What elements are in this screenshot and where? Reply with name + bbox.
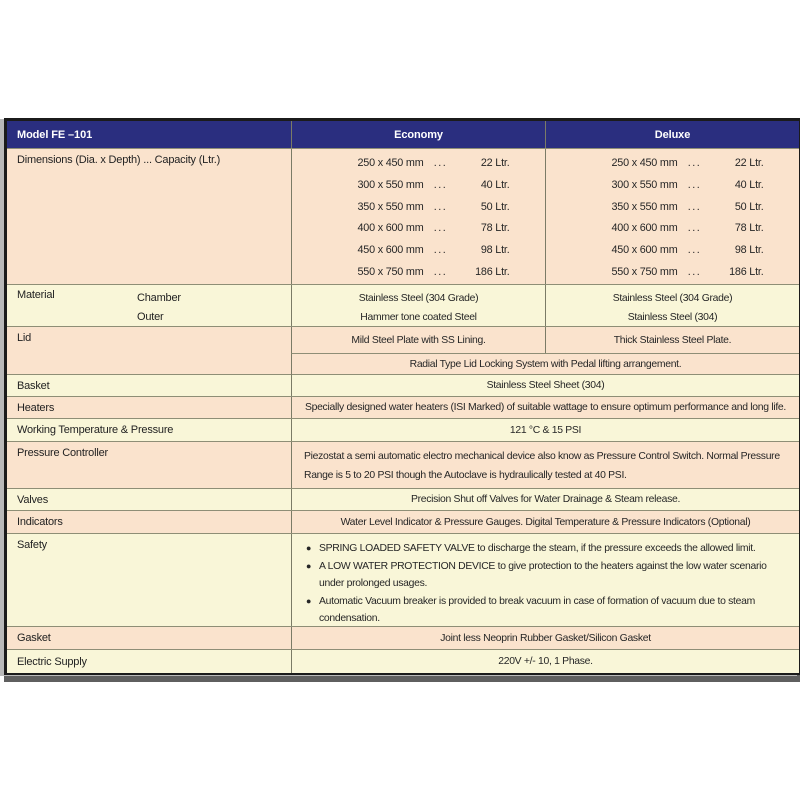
dim-dots: ... [433, 222, 448, 235]
indicators-value: Water Level Indicator & Pressure Gauges. Digital Temperature & Pressure Indicators (Optional) [291, 511, 799, 533]
dimension-line [546, 240, 799, 262]
column-header-economy: Economy [291, 121, 545, 148]
material-economy-chamber: Stainless Steel (304 Grade) [358, 293, 479, 304]
dim-capacity: 22 Ltr. [480, 157, 510, 169]
valves-value: Precision Shut off Valves for Water Drainage & Steam release. [291, 489, 799, 510]
lid-locking-system: Radial Type Lid Locking System with Pedal lifting arrangement. [291, 353, 799, 375]
safety-bullet-text: A LOW WATER PROTECTION DEVICE to give protection to the heaters against the low water scenario under prolonged usages. [319, 561, 767, 589]
material-deluxe-outer: Stainless Steel (304) [627, 312, 718, 323]
dim-size: 450 x 600 mm [357, 244, 424, 257]
dim-capacity: 22 Ltr. [734, 157, 764, 169]
row-safety [7, 533, 799, 626]
dim-capacity: 78 Ltr. [480, 222, 510, 235]
dim-size: 250 x 450 mm [611, 157, 678, 169]
row-basket [7, 374, 799, 396]
dim-size: 250 x 450 mm [357, 157, 424, 169]
dimension-line [546, 175, 799, 197]
indicators-label: Indicators [17, 516, 63, 528]
row-electric-supply [7, 649, 799, 673]
dim-capacity: 78 Ltr. [734, 222, 764, 235]
safety-bullet-text: SPRING LOADED SAFETY VALVE to discharge the steam, if the pressure exceeds the allowed limit. [319, 543, 756, 554]
dim-dots: ... [433, 200, 448, 213]
pressure-controller-label: Pressure Controller [17, 447, 108, 459]
dimension-line [292, 262, 545, 284]
safety-bullets [291, 534, 799, 626]
dimension-line [292, 218, 545, 240]
electric-supply-value: 220V +/- 10, 1 Phase. [291, 650, 799, 673]
dim-size: 350 x 550 mm [357, 200, 424, 213]
dim-dots: ... [687, 222, 702, 235]
row-pressure-controller [7, 441, 799, 488]
row-indicators [7, 510, 799, 533]
safety-bullet-item [306, 540, 789, 557]
material-sub-outer: Outer [137, 311, 164, 323]
safety-label: Safety [17, 539, 47, 551]
dimension-line [546, 197, 799, 219]
dim-dots: ... [687, 200, 702, 213]
working-temperature-label: Working Temperature & Pressure [17, 424, 174, 436]
dim-size: 350 x 550 mm [611, 200, 678, 213]
dim-size: 550 x 750 mm [357, 265, 424, 278]
dimensions-label: Dimensions (Dia. x Depth) ... Capacity (Ltr.) [17, 154, 221, 166]
dim-size: 400 x 600 mm [357, 222, 424, 235]
specification-table [4, 118, 800, 675]
basket-label: Basket [17, 379, 50, 392]
working-temperature-value: 121 °C & 15 PSI [291, 419, 799, 441]
dimensions-deluxe [545, 149, 799, 284]
material-label: Material [17, 289, 55, 301]
dim-capacity: 98 Ltr. [480, 244, 510, 257]
material-deluxe-chamber: Stainless Steel (304 Grade) [612, 293, 733, 304]
row-gasket [7, 626, 799, 649]
material-economy [291, 285, 545, 326]
material-label-cell [7, 285, 291, 326]
safety-bullet-item [306, 558, 789, 592]
dim-capacity: 186 Ltr. [475, 265, 510, 278]
bullet-icon: ● [306, 561, 312, 571]
basket-value: Stainless Steel Sheet (304) [291, 375, 799, 396]
dimension-line [292, 240, 545, 262]
dim-size: 300 x 550 mm [357, 178, 424, 191]
row-heaters [7, 396, 799, 418]
lid-label: Lid [17, 332, 32, 344]
dimension-line [546, 153, 799, 175]
row-valves [7, 488, 799, 510]
dim-capacity: 40 Ltr. [734, 178, 764, 191]
dim-capacity: 186 Ltr. [729, 265, 764, 278]
dim-dots: ... [687, 157, 702, 169]
electric-supply-label: Electric Supply [17, 655, 87, 668]
dim-capacity: 50 Ltr. [734, 200, 764, 213]
heaters-value: Specially designed water heaters (ISI Marked) of suitable wattage to ensure optimum performance and long life. [291, 397, 799, 418]
column-header-deluxe: Deluxe [545, 121, 799, 148]
gasket-value: Joint less Neoprin Rubber Gasket/Silicon Gasket [291, 627, 799, 649]
dimension-line [292, 197, 545, 219]
dim-size: 450 x 600 mm [611, 244, 678, 257]
dim-capacity: 40 Ltr. [480, 178, 510, 191]
dim-size: 400 x 600 mm [611, 222, 678, 235]
dimension-line [546, 218, 799, 240]
dim-dots: ... [433, 178, 448, 191]
dim-size: 300 x 550 mm [611, 178, 678, 191]
material-deluxe [545, 285, 799, 326]
valves-label: Valves [17, 493, 48, 506]
material-sub-chamber: Chamber [137, 292, 181, 304]
safety-bullet-item [306, 593, 789, 626]
row-material [7, 284, 799, 326]
dimension-line [292, 153, 545, 175]
table-title: Model FE –101 [17, 128, 93, 141]
row-lid [7, 326, 799, 374]
row-dimensions [7, 148, 799, 284]
row-working-temperature [7, 418, 799, 441]
table-title-cell [7, 121, 291, 148]
dimensions-economy [291, 149, 545, 284]
dim-dots: ... [687, 244, 702, 257]
dim-dots: ... [433, 157, 448, 169]
safety-bullet-text: Automatic Vacuum breaker is provided to break vacuum in case of formation of vacuum due to steam condensation. [319, 596, 755, 624]
dimension-line [292, 175, 545, 197]
lid-economy: Mild Steel Plate with SS Lining. [291, 327, 545, 353]
dim-capacity: 50 Ltr. [480, 200, 510, 213]
bullet-icon: ● [306, 543, 312, 553]
table-header-row [7, 121, 799, 148]
lid-deluxe: Thick Stainless Steel Plate. [545, 327, 799, 353]
dim-dots: ... [433, 244, 448, 257]
dim-size: 550 x 750 mm [611, 265, 678, 278]
dimension-line [546, 262, 799, 284]
heaters-label: Heaters [17, 401, 55, 414]
dim-dots: ... [687, 265, 702, 278]
pressure-controller-value: Piezostat a semi automatic electro mechanical device also know as Pressure Control Switch. Normal Pressure Range is 5 to 20 PSI though the Autoclave is hydraulically tested at 40 PSI. [291, 442, 799, 488]
material-sub-labels [137, 289, 181, 326]
bullet-icon: ● [306, 596, 312, 606]
material-economy-outer: Hammer tone coated Steel [360, 312, 477, 323]
dim-dots: ... [687, 178, 702, 191]
dim-capacity: 98 Ltr. [734, 244, 764, 257]
gasket-label: Gasket [17, 632, 51, 644]
dim-dots: ... [433, 265, 448, 278]
